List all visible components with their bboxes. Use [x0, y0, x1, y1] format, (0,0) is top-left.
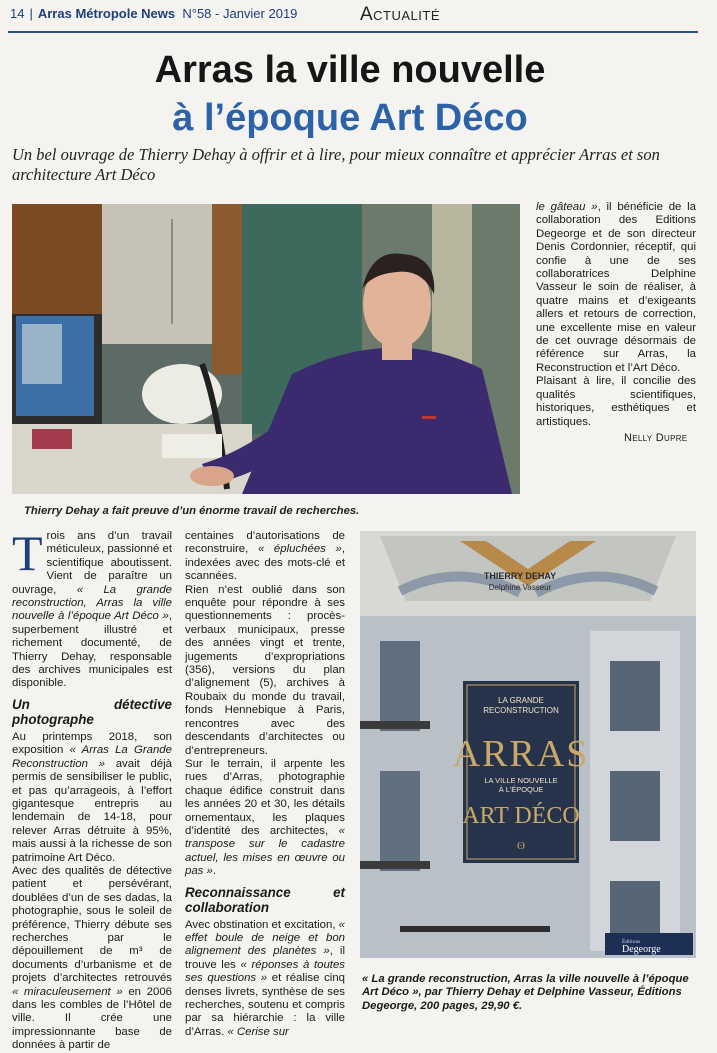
- cover-author-1: THIERRY DEHAY: [483, 571, 557, 581]
- header-rule: [8, 31, 698, 33]
- section-title: Actualité: [360, 4, 441, 25]
- photo-caption: Thierry Dehay a fait preuve d’un énorme travail de recherches.: [24, 505, 360, 517]
- issue-info: N°58 - Janvier 2019: [182, 6, 298, 21]
- lede: Un bel ouvrage de Thierry Dehay à offrir et à lire, pour mieux connaître et apprécier Arras et son architecture Art Déco: [12, 145, 660, 184]
- book-cover-art: [360, 531, 696, 958]
- paragraph-autorisations: centaines d’autorisations de reconstruire, « épluchées », indexées avec des mots-clé et scannées.: [185, 530, 345, 583]
- paragraph-enquete: Rien n’est oublié dans son enquête pour répondre à ses questionnements : procès-verbaux municipaux, presse des années vingt et trente, jugements d’expropriations (356), versions du plan d’alignement (5), archives à Roubaix du monde du travail, fonds Hennebique à Paris, rencontres avec des descendants d’architectes ou d’entrepreneurs.: [185, 583, 345, 757]
- paragraph-recherches: Avec des qualités de détective patient et persévérant, doublées d’un de ses dadas, la photographie, sous le soleil de préférence, Thierry débute ses recherches par le dépouillement de m³ de documents d’urbanisme et de projets d’architectes retrouvés « miraculeusement » en 2006 dans les combles de l’Hôtel de ville. Il crée une impressionnante base de données à partir de: [12, 864, 173, 1052]
- column-2: [185, 530, 345, 1039]
- drop-cap: T: [12, 525, 43, 581]
- publication-name: Arras Métropole News: [37, 6, 176, 21]
- paragraph-obstination: Avec obstination et excitation, « effet boule de neige et bon alignement des planètes », il trouve les « réponses à toutes ses questions » et réalise cinq denses livrets, synthèse de ses recherches, soutenu et compris par sa hiérarchie : la ville d’Arras. « Cerise sur: [185, 918, 346, 1038]
- right-column: [536, 201, 696, 429]
- cover-kicker-1: LA GRANDE: [498, 696, 544, 705]
- right-column-paragraph-2: Plaisant à lire, il concilie des qualités scientifiques, historiques, esthétiques et artistiques.: [536, 375, 696, 428]
- author-photo: [12, 204, 520, 494]
- byline: Nelly Dupre: [624, 432, 688, 444]
- headline-line-2: à l’époque Art Déco: [172, 97, 528, 139]
- cover-title: ARRAS: [452, 733, 590, 775]
- cover-kicker-2: RECONSTRUCTION: [483, 706, 559, 715]
- page-header: 14 | Arras Métropole News N°58 - Janvier 2019: [10, 6, 298, 21]
- office-scene-illustration: [12, 204, 520, 494]
- cover-title-2: ART DÉCO: [462, 803, 580, 829]
- right-column-paragraph-1: le gâteau », il bénéficie de la collaboration des Editions Degeorge et de son directeur Denis Cordonnier, réceptif, qui confie à une de ses collaboratrices Delphine Vasseur le soin de réaliser, à quatre mains et d’exigeants allers et retours de correction, une excellente mise en valeur de cet ouvrage désormais de référence sur Arras, la Reconstruction et l’Art Déco.: [536, 201, 696, 374]
- cover-subtitle-1: LA VILLE NOUVELLE: [484, 776, 558, 785]
- book-caption: « La grande reconstruction, Arras la ville nouvelle à l’époque Art Déco », par Thierry Dehay et Delphine Vasseur, Éditions Degeorge, 200 pages, 29,90 €.: [362, 973, 689, 1012]
- headline-line-1: Arras la ville nouvelle: [154, 49, 546, 91]
- book-cover: [360, 531, 696, 958]
- publisher-small: Éditions: [622, 939, 641, 945]
- subhead-reconnaissance: Reconnaissance et collaboration: [185, 884, 345, 915]
- column-1: [12, 525, 173, 1053]
- intro-paragraph: Trois ans d’un travail méticuleux, passionné et scientifique aboutissent. Vient de paraître un ouvrage, « La grande reconstruction, Arras la ville nouvelle à l’époque Art Déco », superbement illustré et richement documenté, de Thierry Dehay, responsable des archives municipales est disponible.: [12, 525, 172, 690]
- cover-subtitle-2: À L’ÉPOQUE: [498, 785, 544, 794]
- cover-emblem-icon: ʘ: [517, 840, 525, 852]
- cover-author-2: Delphine Vasseur: [488, 583, 552, 592]
- publisher-name: Degeorge: [622, 944, 661, 955]
- subhead-detective: Un détective photographe: [12, 696, 172, 727]
- paragraph-terrain: Sur le terrain, il arpente les rues d’Arras, photographie chaque édifice construit dans les années 20 et 30, les détails ornementaux, les plaques d’identité des architectes, « transpose sur le cadastre actuel, les mises en œuvre ou pas ».: [185, 757, 345, 878]
- paragraph-exposition: Au printemps 2018, son exposition « Arras La Grande Reconstruction » avait déjà permis de sensibiliser le public, et pas qu’arrageois, à l’effort gigantesque entrepris au lendemain de 14-18, pour relever Arras détruite à 95%, mais aussi à la richesse de son patrimoine Art Déco.: [12, 730, 172, 864]
- page-number: 14: [10, 6, 25, 21]
